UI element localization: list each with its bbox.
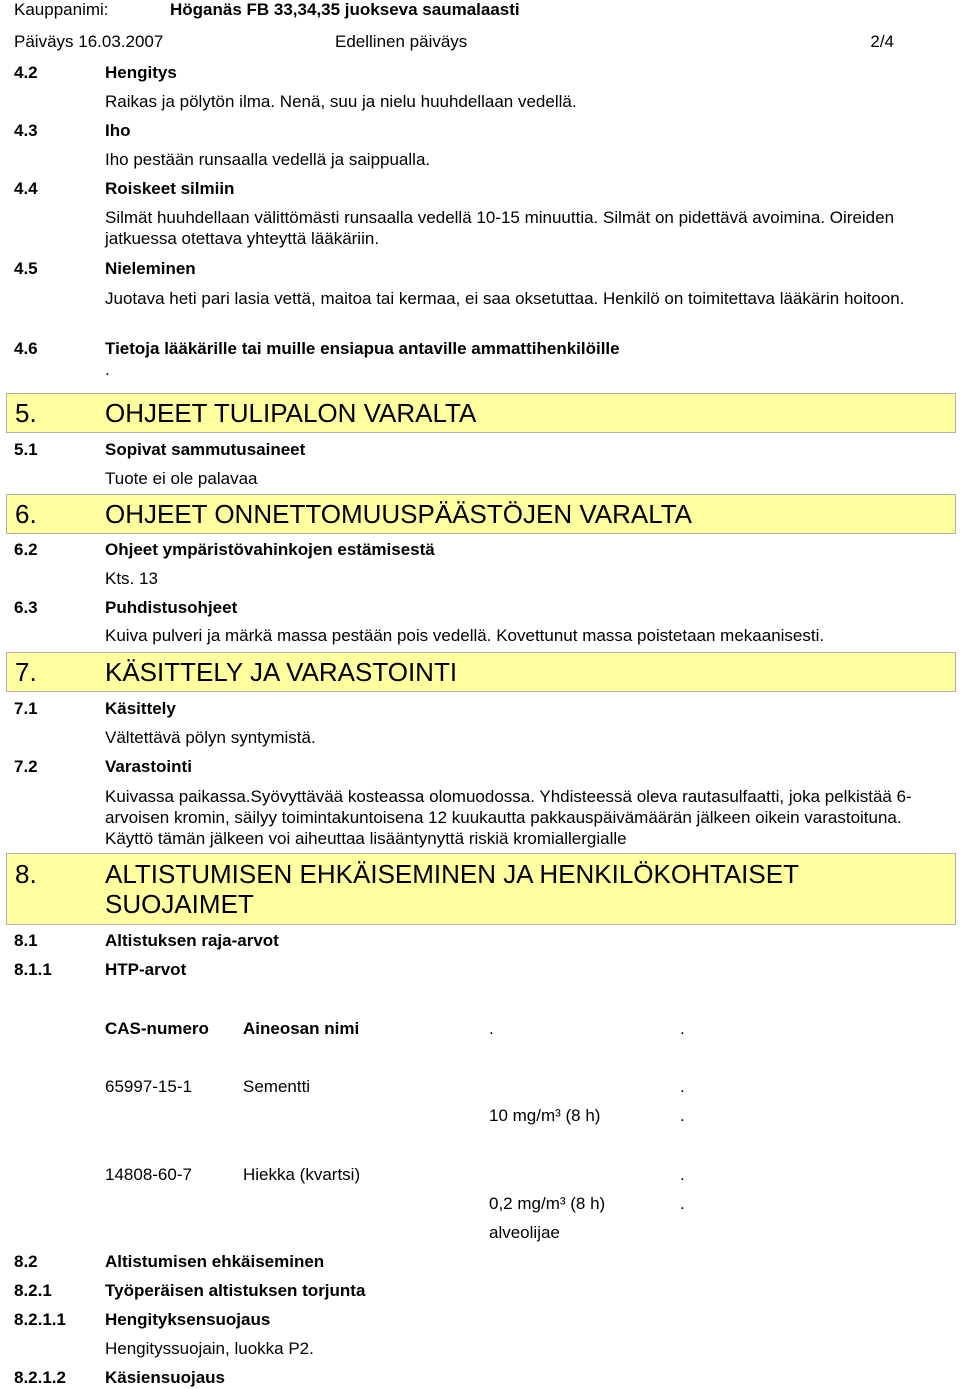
column-header-dot: .: [489, 1019, 494, 1038]
section-title: Varastointi: [105, 757, 192, 776]
table-cell-note: alveolijae: [489, 1223, 560, 1242]
section-heading-5: [6, 393, 956, 433]
column-header-cas: CAS-numero: [105, 1019, 209, 1038]
section-heading-7: [6, 652, 956, 692]
section-title: Altistuksen raja-arvot: [105, 931, 279, 950]
section-heading-title-line1: ALTISTUMISEN EHKÄISEMINEN JA HENKILÖKOHTAISET: [105, 859, 799, 889]
section-title: HTP-arvot: [105, 960, 187, 979]
section-title: Työperäisen altistuksen torjunta: [105, 1281, 366, 1300]
section-title: Tietoja lääkärille tai muille ensiapua antaville ammattihenkilöille: [105, 339, 620, 358]
section-text: Raikas ja pölytön ilma. Nenä, suu ja nielu huuhdellaan vedellä.: [105, 92, 577, 111]
section-number: 7.2: [14, 757, 38, 776]
product-label: Kauppanimi:: [14, 0, 109, 19]
section-number: 8.2: [14, 1252, 38, 1271]
section-number: 6.3: [14, 598, 38, 617]
section-text: Hengityssuojain, luokka P2.: [105, 1339, 314, 1358]
previous-date-label: Edellinen päiväys: [335, 32, 468, 51]
table-cell-value: 0,2 mg/m³ (8 h): [489, 1194, 606, 1213]
section-text: Tuote ei ole palavaa: [105, 469, 258, 488]
table-cell-dot: .: [680, 1165, 685, 1184]
section-title: Sopivat sammutusaineet: [105, 440, 306, 459]
table-cell-value: 10 mg/m³ (8 h): [489, 1106, 601, 1125]
section-number: 8.2.1.2: [14, 1368, 66, 1387]
section-number: 4.5: [14, 259, 38, 278]
section-text: Vältettävä pölyn syntymistä.: [105, 728, 316, 747]
section-text: Silmät huuhdellaan välittömästi runsaalla vedellä 10-15 minuuttia. Silmät on pidettävä avoimina. Oireiden jatkuessa otettava yhteyttä lääkäriin.: [105, 208, 895, 248]
section-title: Iho: [105, 121, 131, 140]
section-heading-number: 8.: [15, 859, 37, 889]
column-header-dot: .: [680, 1019, 685, 1038]
section-title: Ohjeet ympäristövahinkojen estämisestä: [105, 540, 435, 559]
table-cell-name: Sementti: [243, 1077, 311, 1096]
section-number: 4.2: [14, 63, 38, 82]
section-title: Nieleminen: [105, 259, 196, 278]
section-heading-number: 7.: [15, 657, 37, 687]
section-number: 4.4: [14, 179, 38, 198]
section-text: Kuiva pulveri ja märkä massa pestään pois vedellä. Kovettunut massa poistetaan mekaanisesti.: [105, 626, 825, 645]
table-cell-dot: .: [680, 1106, 685, 1125]
section-title: Hengityksensuojaus: [105, 1310, 271, 1329]
section-number: 6.2: [14, 540, 38, 559]
section-title: Puhdistusohjeet: [105, 598, 238, 617]
section-number: 8.1: [14, 931, 38, 950]
section-text: .: [105, 360, 110, 379]
section-text: Iho pestään runsaalla vedellä ja saippualla.: [105, 150, 431, 169]
section-text: Kuivassa paikassa.Syövyttävää kosteassa olomuodossa. Yhdisteessä oleva rautasulfaatti, joka pelkistää 6-arvoisen kromin, säilyy toimintakuntoisena 12 kuukautta pakkauspäivämäärän jälkeen oikein varastoituna. Käyttö tämän jälkeen voi aiheuttaa lisääntynyttä riskiä kromiallergialle: [105, 787, 912, 848]
table-cell-cas: 65997-15-1: [105, 1077, 192, 1096]
section-heading-title: OHJEET TULIPALON VARALTA: [105, 398, 477, 428]
page-number: 2/4: [870, 32, 894, 51]
section-text: Juotava heti pari lasia vettä, maitoa tai kermaa, ei saa oksetuttaa. Henkilö on toimitettava lääkärin hoitoon.: [105, 289, 905, 308]
section-title: Käsittely: [105, 699, 176, 718]
section-number: 8.1.1: [14, 960, 52, 979]
section-title: Roiskeet silmiin: [105, 179, 235, 198]
section-number: 4.6: [14, 339, 38, 358]
section-heading-6: [6, 494, 956, 534]
table-cell-name: Hiekka (kvartsi): [243, 1165, 361, 1184]
table-cell-dot: .: [680, 1077, 685, 1096]
section-number: 5.1: [14, 440, 38, 459]
date-label: Päiväys 16.03.2007: [14, 32, 164, 51]
column-header-name: Aineosan nimi: [243, 1019, 360, 1038]
table-cell-dot: .: [680, 1194, 685, 1213]
section-heading-number: 5.: [15, 398, 37, 428]
section-title: Hengitys: [105, 63, 177, 82]
section-number: 4.3: [14, 121, 38, 140]
section-number: 8.2.1.1: [14, 1310, 66, 1329]
table-cell-cas: 14808-60-7: [105, 1165, 192, 1184]
section-heading-title: KÄSITTELY JA VARASTOINTI: [105, 657, 458, 687]
section-heading-8: [6, 853, 956, 925]
section-title: Altistumisen ehkäiseminen: [105, 1252, 325, 1271]
section-text: Kts. 13: [105, 569, 158, 588]
section-title: Käsiensuojaus: [105, 1368, 225, 1387]
section-heading-title: OHJEET ONNETTOMUUSPÄÄSTÖJEN VARALTA: [105, 499, 693, 529]
section-number: 8.2.1: [14, 1281, 52, 1300]
product-name: Höganäs FB 33,34,35 juokseva saumalaasti: [170, 0, 520, 19]
section-number: 7.1: [14, 699, 38, 718]
section-heading-title-line2: SUOJAIMET: [105, 889, 254, 919]
section-heading-number: 6.: [15, 499, 37, 529]
